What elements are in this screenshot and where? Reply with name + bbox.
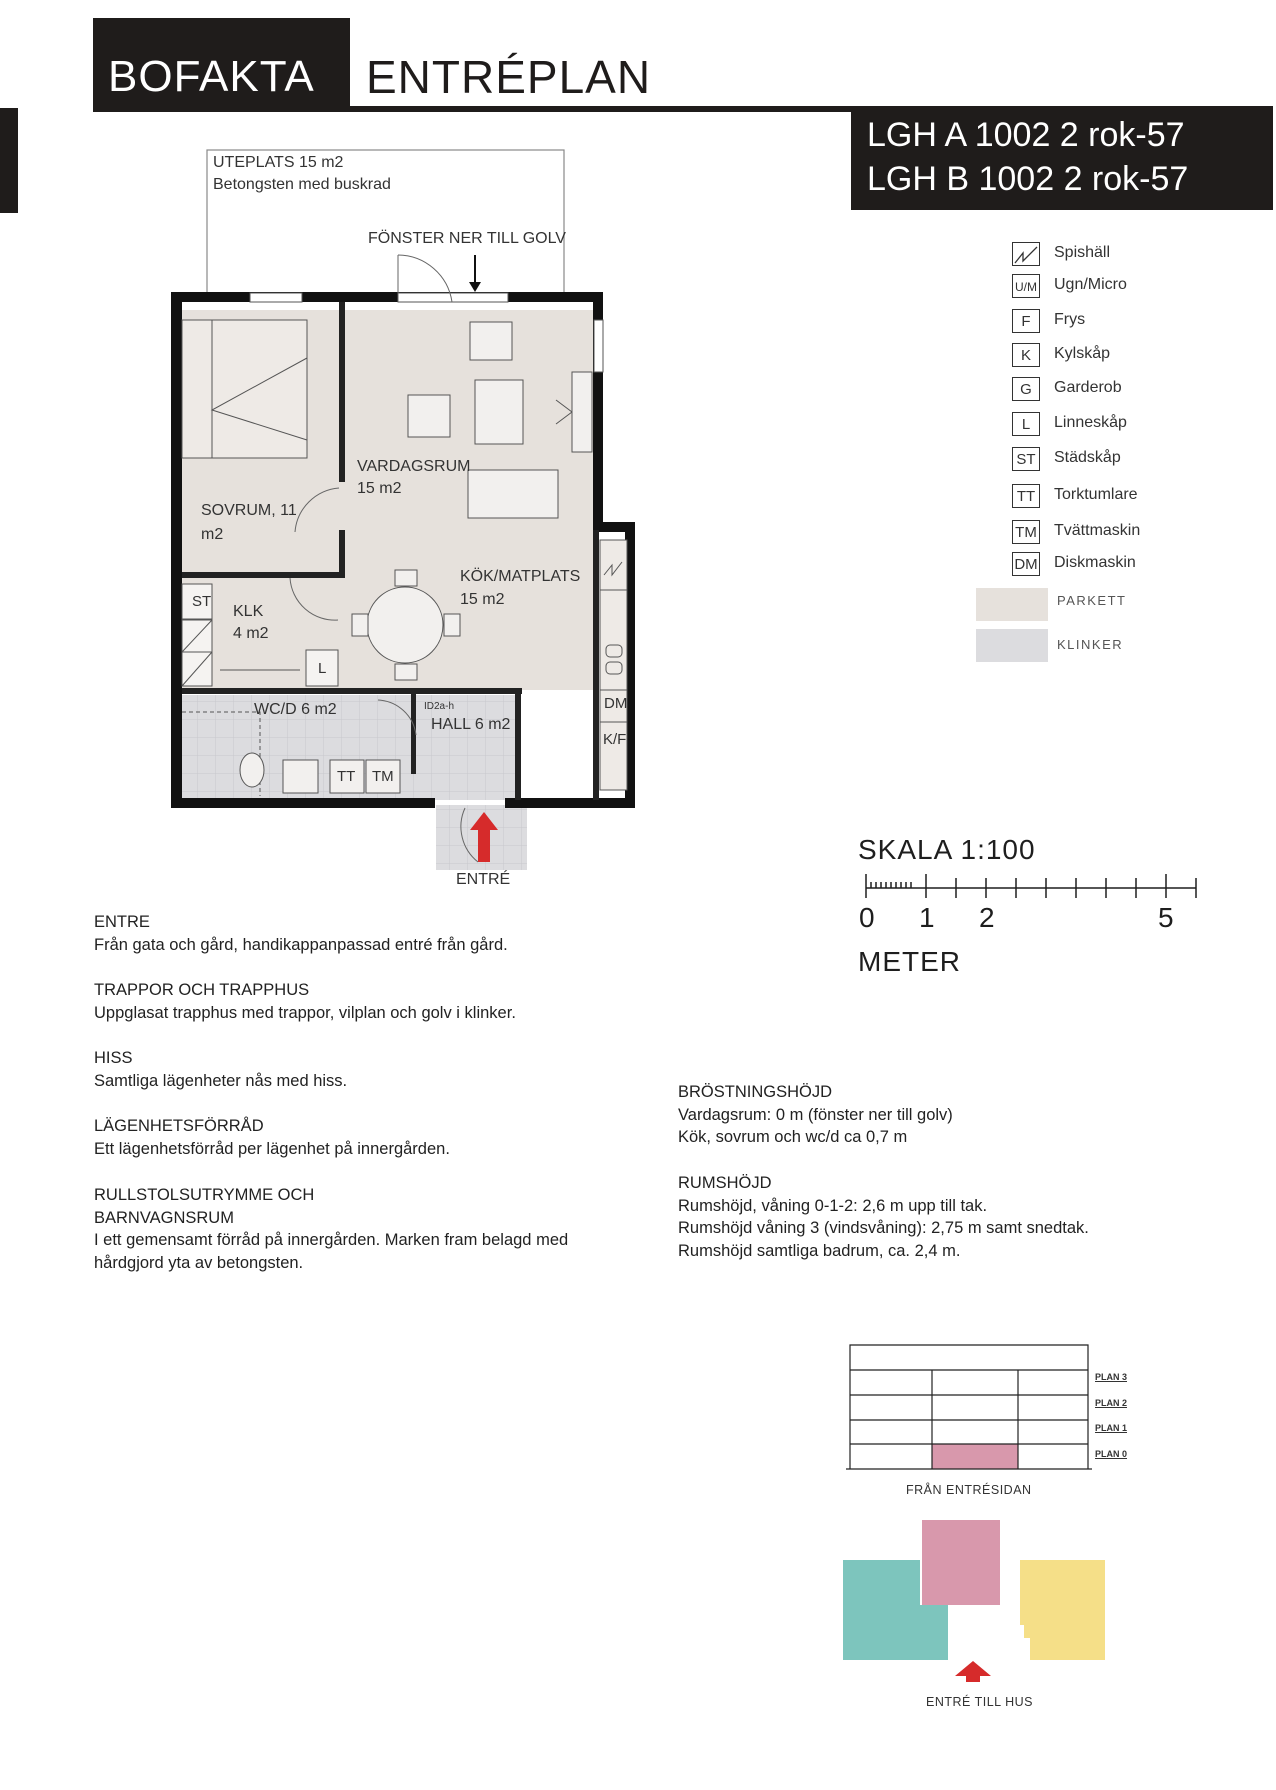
legend-label: Kylskåp bbox=[1054, 345, 1111, 362]
linen-code-l: L bbox=[318, 660, 327, 677]
info-text: hårdgjord yta av betongsten. bbox=[94, 1253, 304, 1272]
info-heading: BARNVAGNSRUM bbox=[94, 1208, 234, 1227]
room-kitchen-area: 15 m2 bbox=[460, 591, 505, 608]
legend-item-dryer bbox=[1012, 484, 1262, 512]
building-pink bbox=[922, 1520, 1000, 1605]
legend-label: Spishäll bbox=[1054, 244, 1111, 261]
room-kitchen-name: KÖK/MATPLATS bbox=[460, 568, 581, 585]
legend-item-cleaning bbox=[1012, 447, 1262, 475]
info-text: Rumshöjd, våning 0-1-2: 2,6 m upp till tak. bbox=[678, 1196, 988, 1215]
wall-south-west bbox=[171, 798, 435, 808]
info-heading: RUMSHÖJD bbox=[678, 1174, 772, 1192]
info-heading: LÄGENHETSFÖRRÅD bbox=[94, 1117, 264, 1135]
apartment-id-a: LGH A 1002 2 rok-57 bbox=[867, 116, 1185, 154]
building-elevation bbox=[845, 1340, 1105, 1475]
patio-description: Betongsten med buskrad bbox=[213, 176, 391, 193]
legend-code: TT bbox=[1012, 484, 1040, 508]
legend-label: Linneskåp bbox=[1054, 414, 1127, 431]
legend-label: Frys bbox=[1054, 311, 1086, 328]
legend-label: Torktumlare bbox=[1054, 486, 1138, 503]
room-bedroom-area: m2 bbox=[201, 526, 224, 543]
patio-title: UTEPLATS 15 m2 bbox=[213, 154, 344, 171]
legend-label: Garderob bbox=[1054, 379, 1122, 396]
legend-code: F bbox=[1012, 309, 1040, 333]
legend-item-linen bbox=[1012, 412, 1262, 440]
brand-title: BOFAKTA bbox=[108, 52, 315, 101]
tile-label: KLINKER bbox=[1057, 637, 1124, 652]
floor-label-2: PLAN 2 bbox=[1095, 1398, 1128, 1408]
room-bedroom-name: SOVRUM, 11 bbox=[201, 502, 297, 519]
scale-tick-0: 0 bbox=[859, 902, 875, 933]
legend-item-oven bbox=[1012, 274, 1262, 302]
info-text: Rumshöjd våning 3 (vindsvåning): 2,75 m samt snedtak. bbox=[678, 1219, 1089, 1237]
sofa bbox=[468, 470, 558, 518]
info-text: Ett lägenhetsförråd per lägenhet på innergården. bbox=[94, 1139, 450, 1158]
legend-label: Tvättmaskin bbox=[1054, 522, 1141, 539]
info-text: Uppglasat trapphus med trappor, vilplan och golv i klinker. bbox=[94, 1003, 516, 1022]
highlighted-unit bbox=[932, 1444, 1018, 1469]
coffee-table bbox=[475, 380, 523, 444]
armchair bbox=[470, 322, 512, 360]
legend-code: DM bbox=[1012, 552, 1040, 576]
room-living-name: VARDAGSRUM bbox=[357, 458, 471, 475]
info-heading: RULLSTOLSUTRYMME OCH bbox=[94, 1186, 315, 1204]
info-text: Vardagsrum: 0 m (fönster ner till golv) bbox=[678, 1105, 953, 1124]
kitchen-counter bbox=[600, 540, 627, 790]
legend-item-dishwasher bbox=[1012, 552, 1262, 580]
legend-code: U/M bbox=[1012, 274, 1040, 298]
parquet-label: PARKETT bbox=[1057, 593, 1127, 608]
info-text: Från gata och gård, handikappanpassad entré från gård. bbox=[94, 935, 508, 954]
tile-swatch bbox=[976, 629, 1048, 662]
room-hall-label: HALL 6 m2 bbox=[431, 716, 511, 733]
info-text: Kök, sovrum och wc/d ca 0,7 m bbox=[678, 1128, 908, 1146]
scale-unit: METER bbox=[858, 946, 961, 977]
legend-code: L bbox=[1012, 412, 1040, 436]
info-heading: HISS bbox=[94, 1049, 133, 1067]
info-entre bbox=[94, 911, 654, 956]
wall-west bbox=[171, 292, 182, 808]
legend-label: Diskmaskin bbox=[1054, 554, 1136, 571]
info-stairs bbox=[94, 979, 654, 1024]
info-stroller-room bbox=[94, 1184, 654, 1274]
window-note: FÖNSTER NER TILL GOLV bbox=[368, 230, 566, 247]
floor-label-0: PLAN 0 bbox=[1095, 1449, 1128, 1459]
info-elevator bbox=[94, 1047, 654, 1092]
legend-code: ST bbox=[1012, 447, 1040, 471]
legend-label: Ugn/Micro bbox=[1054, 276, 1127, 293]
washer-code: TM bbox=[372, 768, 394, 785]
closet-code-st: ST bbox=[192, 593, 212, 610]
dishwasher-code: DM bbox=[604, 695, 628, 712]
apartment-id-b: LGH B 1002 2 rok-57 bbox=[867, 160, 1189, 198]
legend-item-stove bbox=[1012, 242, 1262, 270]
info-heading: TRAPPOR OCH TRAPPHUS bbox=[94, 981, 310, 999]
scale-tick-5: 5 bbox=[1158, 902, 1174, 933]
scale-bar bbox=[860, 870, 1200, 900]
stove-icon bbox=[1012, 242, 1040, 266]
info-text: I ett gemensamt förråd på innergården. Marken fram belagd med bbox=[94, 1231, 569, 1249]
legend-item-fridge bbox=[1012, 343, 1262, 371]
info-storage bbox=[94, 1115, 654, 1160]
room-closet-area: 4 m2 bbox=[233, 625, 269, 642]
elevation-caption: FRÅN ENTRÉSIDAN bbox=[906, 1483, 1032, 1497]
door-code: ID2a-h bbox=[424, 701, 455, 712]
legend-code: K bbox=[1012, 343, 1040, 367]
legend-item-freezer bbox=[1012, 309, 1262, 337]
scale-tick-2: 2 bbox=[979, 902, 995, 933]
legend-label: Städskåp bbox=[1054, 449, 1121, 466]
apartment-id-box bbox=[851, 112, 1273, 210]
room-living-area: 15 m2 bbox=[357, 480, 402, 497]
site-entrance-arrow-icon bbox=[955, 1661, 991, 1682]
plan-title: ENTRÉPLAN bbox=[366, 51, 652, 103]
page-tab-marker bbox=[0, 108, 18, 213]
legend-item-washer bbox=[1012, 520, 1262, 548]
site-caption: ENTRÉ TILL HUS bbox=[926, 1695, 1034, 1709]
floor-label-1: PLAN 1 bbox=[1095, 1423, 1128, 1433]
parquet-swatch bbox=[976, 588, 1048, 621]
building-yellow bbox=[1020, 1560, 1105, 1660]
scale-title: SKALA 1:100 bbox=[858, 834, 1036, 865]
info-text: Samtliga lägenheter nås med hiss. bbox=[94, 1071, 348, 1090]
dryer-code: TT bbox=[337, 768, 356, 785]
info-sill-height bbox=[678, 1081, 1238, 1149]
bed bbox=[182, 320, 307, 458]
wall-north bbox=[171, 292, 596, 302]
legend-item-wardrobe bbox=[1012, 377, 1262, 405]
info-heading: BRÖSTNINGSHÖJD bbox=[678, 1083, 833, 1101]
info-room-height bbox=[678, 1172, 1238, 1262]
legend-code: G bbox=[1012, 377, 1040, 401]
armchair bbox=[408, 395, 450, 437]
dining-table bbox=[367, 587, 443, 663]
room-wc-label: WC/D 6 m2 bbox=[254, 701, 337, 718]
legend-code: TM bbox=[1012, 520, 1040, 544]
info-heading: ENTRE bbox=[94, 913, 150, 931]
room-closet-name: KLK bbox=[233, 603, 264, 620]
scale-tick-1: 1 bbox=[919, 902, 935, 933]
site-plan bbox=[838, 1515, 1110, 1690]
wall-south-east bbox=[505, 798, 635, 808]
info-text: Rumshöjd samtliga badrum, ca. 2,4 m. bbox=[678, 1241, 961, 1260]
tv-unit bbox=[572, 372, 592, 452]
entrance-label: ENTRÉ bbox=[456, 871, 511, 888]
fridge-freezer-code: K/F bbox=[603, 731, 627, 748]
floor-label-3: PLAN 3 bbox=[1095, 1372, 1128, 1382]
